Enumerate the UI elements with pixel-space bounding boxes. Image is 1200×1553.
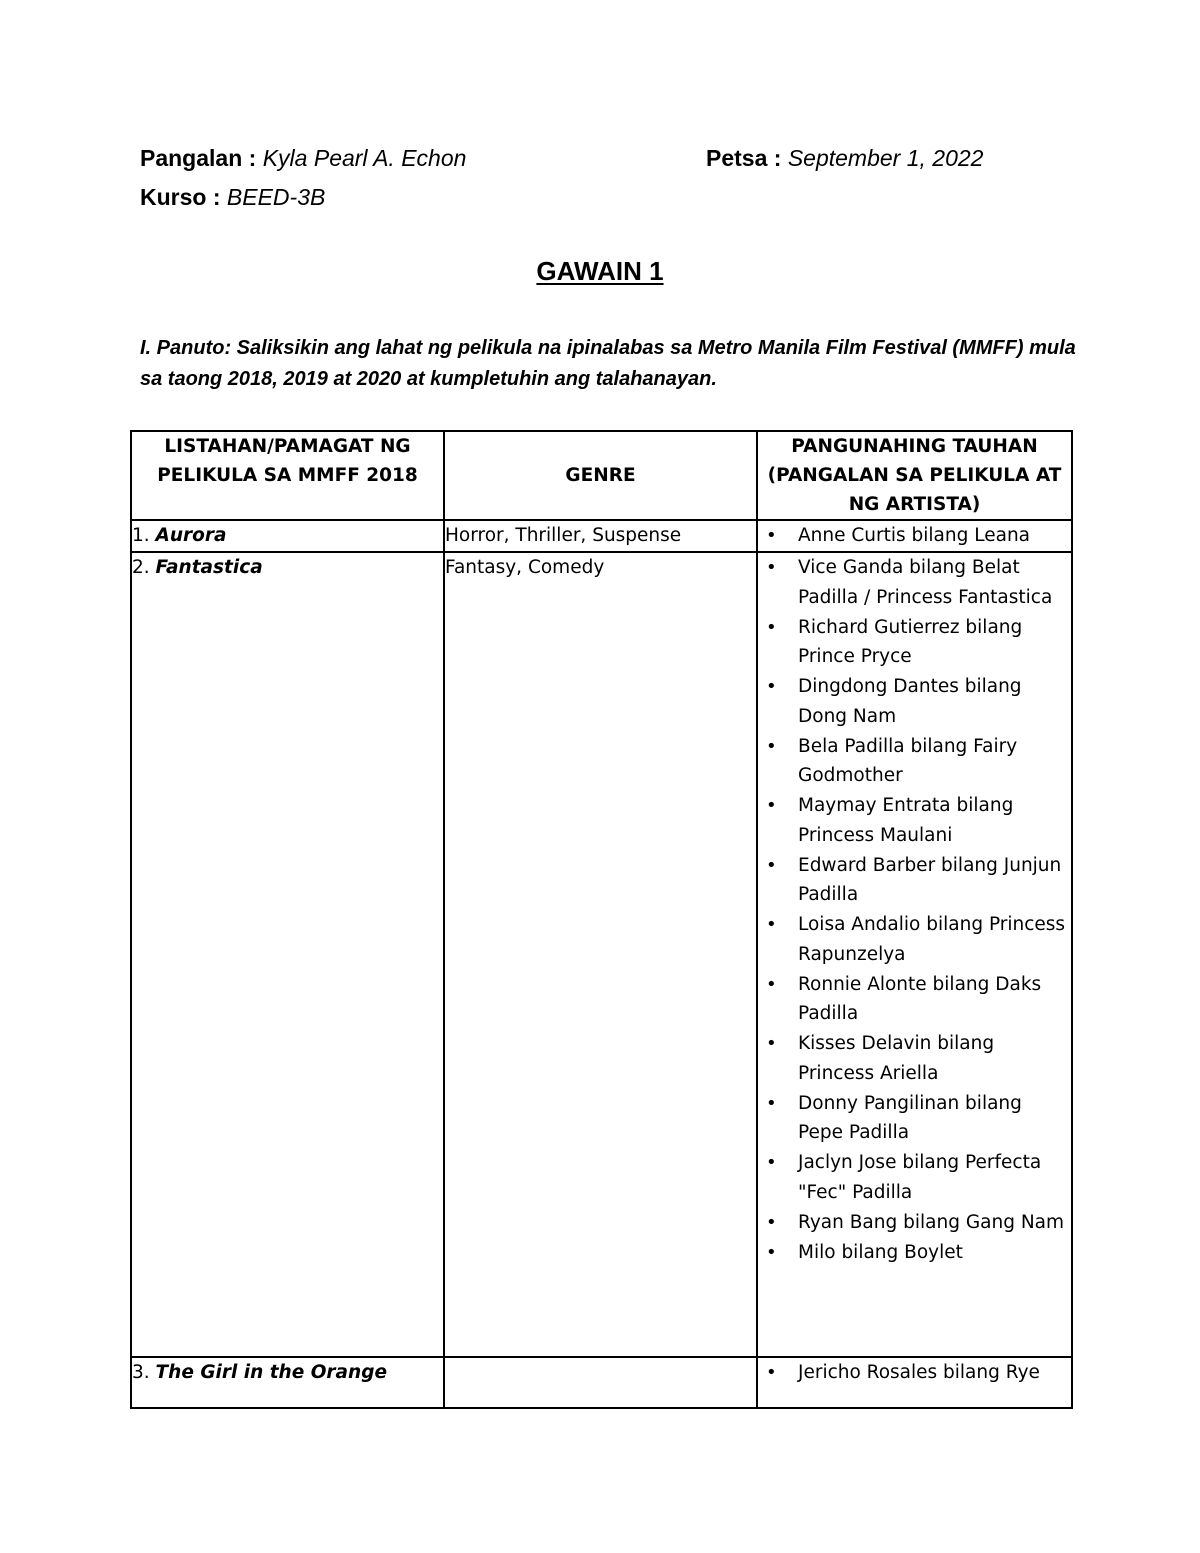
film-number: 3.	[132, 1362, 150, 1383]
film-cell	[131, 520, 444, 552]
cast-list-item: • Edward Barber bilang Junjun Padilla	[758, 851, 1071, 910]
cast-list	[758, 553, 1071, 1267]
genre-cell: Horror, Thriller, Suspense	[444, 520, 757, 552]
cast-list-item: • Anne Curtis bilang Leana	[758, 521, 1071, 551]
cast-list-item: • Richard Gutierrez bilang Prince Pryce	[758, 613, 1071, 672]
genre-cell: Fantasy, Comedy	[444, 552, 757, 1357]
cast-list-item: • Jericho Rosales bilang Rye	[758, 1358, 1071, 1388]
film-number: 1.	[132, 525, 150, 546]
header-main-cast: PANGUNAHING TAUHAN (PANGALAN SA PELIKULA AT NG ARTISTA)	[757, 431, 1072, 520]
film-number: 2.	[132, 557, 150, 578]
cast-list-item: • Ryan Bang bilang Gang Nam	[758, 1208, 1071, 1238]
cast-list-item: • Bela Padilla bilang Fairy Godmother	[758, 732, 1071, 791]
page-title: GAWAIN 1	[536, 256, 664, 286]
cast-list	[758, 1358, 1071, 1388]
film-title: Aurora	[155, 525, 227, 546]
table-header-row	[131, 431, 1072, 520]
genre-cell	[444, 1357, 757, 1408]
name-line	[140, 144, 466, 172]
page-title-wrap	[0, 255, 1200, 287]
cast-list-item: • Ronnie Alonte bilang Daks Padilla	[758, 970, 1071, 1029]
course-separator: :	[212, 184, 221, 210]
cast-list-item: • Maymay Entrata bilang Princess Maulani	[758, 791, 1071, 850]
film-cell	[131, 552, 444, 1357]
cast-list	[758, 521, 1071, 551]
date-label: Petsa	[706, 145, 768, 171]
date-value: September 1, 2022	[787, 145, 984, 171]
cast-list-item: • Milo bilang Boylet	[758, 1238, 1071, 1268]
header-film-title: LISTAHAN/PAMAGAT NG PELIKULA SA MMFF 2018	[131, 431, 444, 520]
film-title: Fantastica	[155, 557, 263, 578]
name-separator: :	[248, 145, 257, 171]
cast-list-item: • Donny Pangilinan bilang Pepe Padilla	[758, 1089, 1071, 1148]
date-separator: :	[773, 145, 782, 171]
cast-cell	[757, 552, 1072, 1357]
film-cell	[131, 1357, 444, 1408]
cast-list-item: • Loisa Andalio bilang Princess Rapunzelya	[758, 910, 1071, 969]
course-label: Kurso	[140, 184, 207, 210]
header-genre: GENRE	[444, 431, 757, 520]
cast-list-item: • Vice Ganda bilang Belat Padilla / Princess Fantastica	[758, 553, 1071, 612]
course-line	[140, 183, 325, 211]
course-value: BEED-3B	[226, 184, 326, 210]
cast-list-item: • Kisses Delavin bilang Princess Ariella	[758, 1029, 1071, 1088]
film-title: The Girl in the Orange	[155, 1362, 388, 1383]
table-row	[131, 552, 1072, 1357]
instruction-text: I. Panuto: Saliksikin ang lahat ng pelikula na ipinalabas sa Metro Manila Film Festival (MMFF) mula sa taong 2018, 2019 at 2020 at kumpletuhin ang talahanayan.	[140, 337, 1076, 390]
table-row	[131, 520, 1072, 552]
cast-list-item: • Jaclyn Jose bilang Perfecta "Fec" Padilla	[758, 1148, 1071, 1207]
table-row	[131, 1357, 1072, 1408]
cast-list-item: • Dingdong Dantes bilang Dong Nam	[758, 672, 1071, 731]
name-value: Kyla Pearl A. Echon	[262, 145, 467, 171]
cast-cell	[757, 1357, 1072, 1408]
cast-cell	[757, 520, 1072, 552]
name-label: Pangalan	[140, 145, 243, 171]
film-table	[130, 430, 1073, 1409]
date-line	[706, 144, 983, 172]
